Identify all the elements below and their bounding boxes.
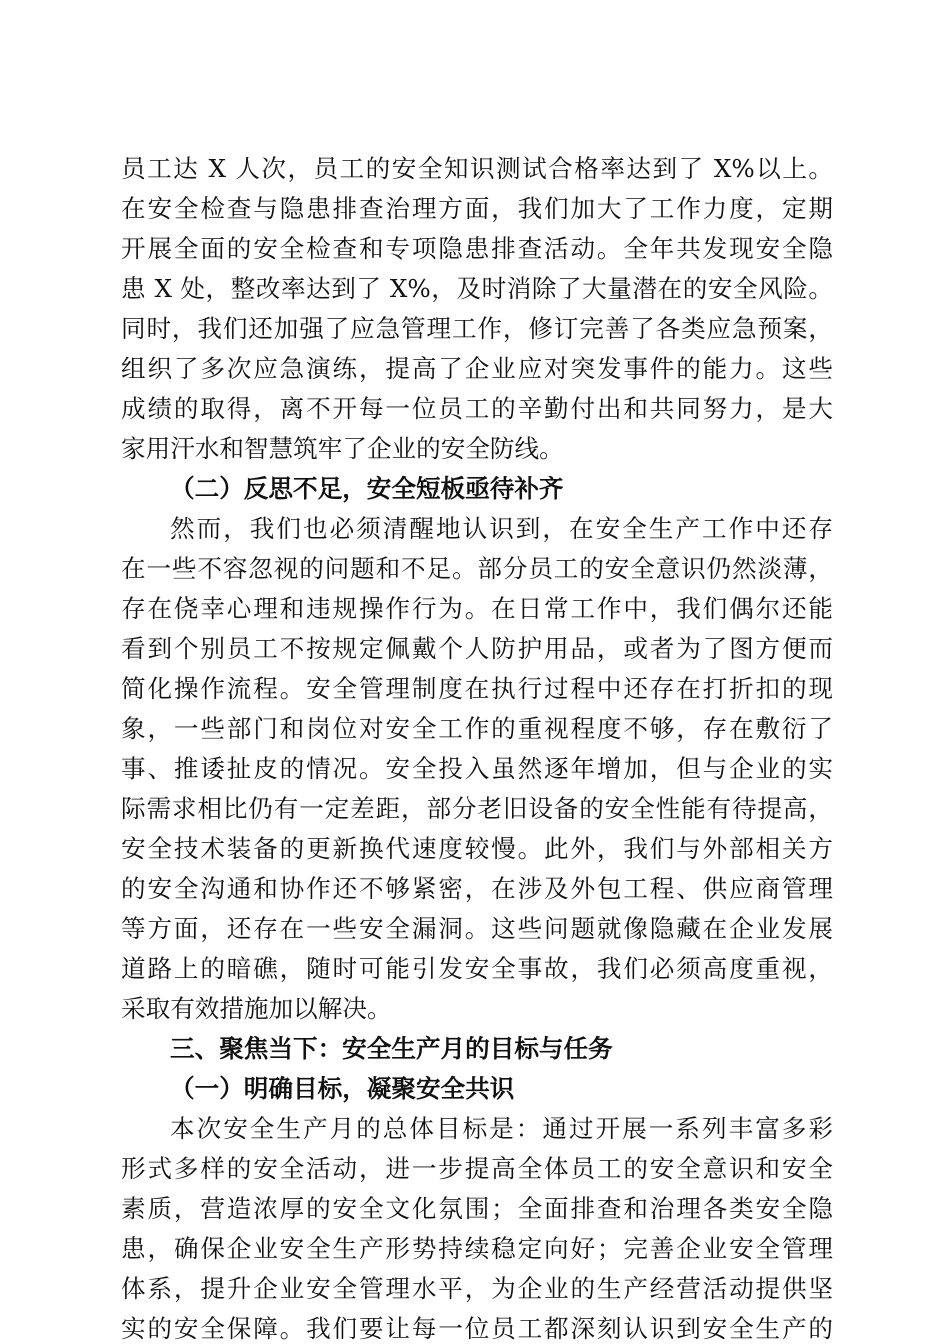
text-line: 实的安全保障。我们要让每一位员工都深刻认识到安全生产的 [121,1314,833,1343]
text-line: 然而，我们也必须清醒地认识到，在安全生产工作中还存 [170,514,833,543]
text-line: 采取有效措施加以解决。 [121,994,392,1023]
text-line: 的安全沟通和协作还不够紧密，在涉及外包工程、供应商管理 [121,874,833,903]
text-line: 患，确保企业安全生产形势持续稳定向好；完善企业安全管理 [121,1234,833,1263]
text-line: 员工达 X 人次，员工的安全知识测试合格率达到了 X%以上。 [121,154,833,183]
text-line: 在一些不容忽视的问题和不足。部分员工的安全意识仍然淡薄， [121,554,833,583]
text-line: 素质，营造浓厚的安全文化氛围；全面排查和治理各类安全隐 [121,1194,833,1223]
text-line: 家用汗水和智慧筑牢了企业的安全防线。 [121,434,564,463]
text-line: 存在侥幸心理和违规操作行为。在日常工作中，我们偶尔还能 [121,594,833,623]
text-line: 在安全检查与隐患排查治理方面，我们加大了工作力度，定期 [121,194,833,223]
text-line: 等方面，还存在一些安全漏洞。这些问题就像隐藏在企业发展 [121,914,833,943]
text-line: 同时，我们还加强了应急管理工作，修订完善了各类应急预案， [121,314,833,343]
text-line: 安全技术装备的更新换代速度较慢。此外，我们与外部相关方 [121,834,833,863]
subsection-heading: （二）反思不足，安全短板亟待补齐 [170,474,564,503]
text-line: 看到个别员工不按规定佩戴个人防护用品，或者为了图方便而 [121,634,833,663]
text-line: 事、推诿扯皮的情况。安全投入虽然逐年增加，但与企业的实 [121,754,833,783]
text-line: 简化操作流程。安全管理制度在执行过程中还存在打折扣的现 [121,674,833,703]
text-line: 本次安全生产月的总体目标是：通过开展一系列丰富多彩 [170,1114,833,1143]
section-heading: 三、聚焦当下：安全生产月的目标与任务 [170,1034,613,1063]
subsection-heading: （一）明确目标，凝聚安全共识 [170,1074,515,1103]
text-line: 组织了多次应急演练，提高了企业应对突发事件的能力。这些 [121,354,833,383]
text-line: 开展全面的安全检查和专项隐患排查活动。全年共发现安全隐 [121,234,833,263]
text-line: 际需求相比仍有一定差距，部分老旧设备的安全性能有待提高， [121,794,833,823]
text-line: 成绩的取得，离不开每一位员工的辛勤付出和共同努力，是大 [121,394,833,423]
text-line: 道路上的暗礁，随时可能引发安全事故，我们必须高度重视， [121,954,833,983]
text-line: 形式多样的安全活动，进一步提高全体员工的安全意识和安全 [121,1154,833,1183]
text-line: 象，一些部门和岗位对安全工作的重视程度不够，存在敷衍了 [121,714,833,743]
text-line: 患 X 处，整改率达到了 X%，及时消除了大量潜在的安全风险。 [121,274,833,303]
text-line: 体系，提升企业安全管理水平，为企业的生产经营活动提供坚 [121,1274,833,1303]
